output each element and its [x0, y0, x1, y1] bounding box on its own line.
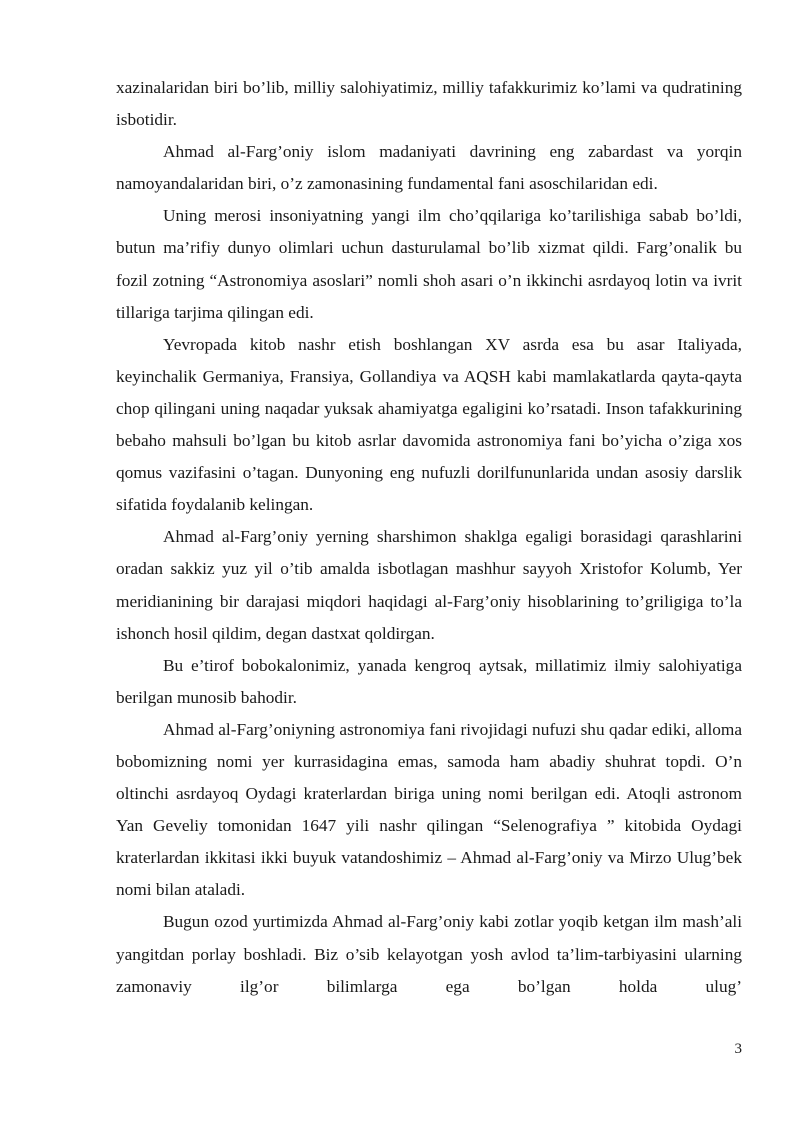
paragraph-2: Ahmad al-Farg’oniy islom madaniyati davrining eng zabardast va yorqin namoyandalaridan biri, o’z zamonasining fundamental fani asoschilaridan edi.	[116, 142, 742, 194]
paragraph-5: Ahmad al-Farg’oniy yerning sharshimon shaklga egaligi borasidagi qarashlarini oradan sakkiz yuz yil o’tib amalda isbotlagan mashhur sayyoh Xristofor Kolumb, Yer meridianining bir darajasi miqdori haqidagi al-Farg’oniy hisoblarining to’griligiga to’la ishonch hosil qildim, degan dastxat qoldirgan.	[116, 527, 742, 643]
paragraph-1: xazinalaridan biri bo’lib, milliy salohiyatimiz, milliy tafakkurimiz ko’lami va qudratining isbotidir.	[116, 78, 742, 130]
paragraph-7: Ahmad al-Farg’oniyning astronomiya fani rivojidagi nufuzi shu qadar ediki, alloma bobomizning nomi yer kurrasidagina emas, samoda ham abadiy shuhrat topdi. O’n oltinchi asrdayoq Oydagi kraterlardan biriga uning nomi berilgan edi. Atoqli astronom Yan Geveliy tomonidan 1647 yili nashr qilingan “Selenografiya ” kitobida Oydagi kraterlardan ikkitasi ikki buyuk vatandoshimiz – Ahmad al-Farg’oniy va Mirzo Ulug’bek nomi bilan ataladi.	[116, 719, 742, 900]
paragraph-3: Uning merosi insoniyatning yangi ilm cho’qqilariga ko’tarilishiga sabab bo’ldi, butun ma’rifiy dunyo olimlari uchun dasturulamal bo’lib xizmat qildi. Farg’onalik bu fozil zotning “Astronomiya asoslari” nomli shoh asari o’n ikkinchi asrdayoq lotin va ivrit tillariga tarjima qilingan edi.	[116, 206, 742, 322]
paragraph-8: Bugun ozod yurtimizda Ahmad al-Farg’oniy kabi zotlar yoqib ketgan ilm mash’ali yangitdan porlay boshladi. Biz o’sib kelayotgan yosh avlod ta’lim-tarbiyasini ularning zamonaviy ilg’or bilimlarga ega bo’lgan holda ulug’	[116, 912, 742, 996]
document-body	[116, 72, 742, 1003]
page-number: 3	[734, 1041, 742, 1057]
paragraph-6: Bu e’tirof bobokalonimiz, yanada kengroq aytsak, millatimiz ilmiy salohiyatiga berilgan munosib bahodir.	[116, 655, 742, 707]
paragraph-4: Yevropada kitob nashr etish boshlangan XV asrda esa bu asar Italiyada, keyinchalik Germaniya, Fransiya, Gollandiya va AQSH kabi mamlakatlarda qayta-qayta chop qilingani uning naqadar yuksak ahamiyatga egaligini ko’rsatadi. Inson tafakkurining bebaho mahsuli bo’lgan bu kitob asrlar davomida astronomiya fani bo’yicha o’ziga xos qomus vazifasini o’tagan. Dunyoning eng nufuzli dorilfununlarida undan asosiy darslik sifatida foydalanib kelingan.	[116, 334, 742, 515]
